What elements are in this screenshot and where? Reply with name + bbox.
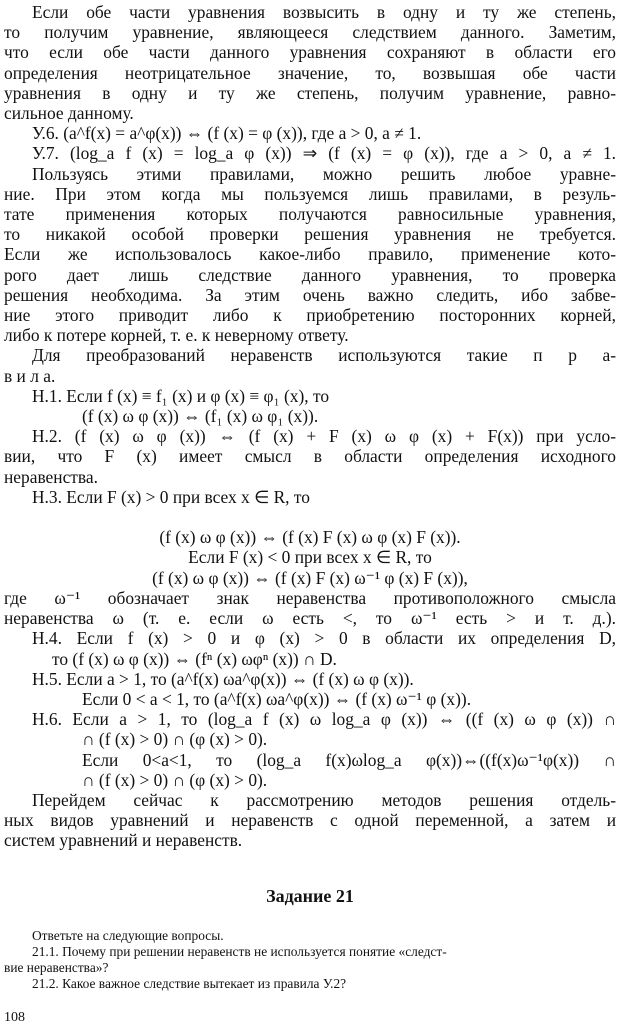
- question-line: вие неравенства»?: [4, 960, 109, 975]
- text-line: где ω⁻¹ обозначает знак неравенства противоположного смысла: [4, 587, 616, 608]
- text-line: сильное данному.: [4, 103, 134, 124]
- text-line: определения неотрицательное значение, то, возвышая обе части: [4, 62, 616, 83]
- page-number: 108: [4, 1010, 25, 1025]
- question-line: 21.1. Почему при решении неравенств не используется понятие «следст-: [32, 944, 447, 959]
- text-line: ∩ (f (x) > 0) ∩ (φ (x) > 0).: [82, 769, 268, 790]
- text-line: У.7. (log_a f (x) = log_a φ (x)) ⇒ (f (x) = φ (x)), где a > 0, a ≠ 1.: [32, 143, 616, 164]
- text-line: Если F (x) < 0 при всех x ∈ R, то: [188, 547, 432, 568]
- text-line: то (f (x) ω φ (x)) ⇔ (fⁿ (x) ωφⁿ (x)) ∩ D.: [52, 648, 337, 669]
- text-line: тате применения которых получаются равносильные уравнения,: [4, 204, 616, 225]
- text-line: то получим уравнение, являющееся следствием данного. Заметим,: [4, 22, 616, 43]
- text-line: Н.2. (f (x) ω φ (x)) ⇔ (f (x) + F (x) ω φ (x) + F(x)) при усло-: [32, 426, 616, 447]
- text-line: Если обе части уравнения возвысить в одну и ту же степень,: [32, 2, 616, 22]
- text-line: систем уравнений и неравенств.: [4, 830, 243, 851]
- text-line: (f (x) ω φ (x)) ⇔ (f (x) F (x) ω φ (x) F (x)).: [159, 527, 461, 548]
- text-line: Н.5. Если a > 1, то (a^f(x) ωa^φ(x)) ⇔ (f (x) ω φ (x)).: [32, 668, 414, 689]
- text-line: (f (x) ω φ (x)) ⇔ (f₁ (x) ω φ₁ (x)).: [82, 406, 319, 427]
- text-line: Пользуясь этими правилами, можно решить любое уравне-: [32, 163, 616, 184]
- text-line: Н.4. Если f (x) > 0 и φ (x) > 0 в области их определения D,: [32, 628, 616, 649]
- text-line: то никакой особой проверки решения уравнения не требуется.: [4, 224, 616, 245]
- questions-block: [4, 928, 616, 992]
- text-line: Если 0 < a < 1, то (a^f(x) ωa^φ(x)) ⇔ (f (x) ω⁻¹ φ (x)).: [82, 688, 472, 709]
- text-line: ных видов уравнений и неравенств с одной переменной, а затем и: [4, 810, 616, 831]
- text-line: уравнения в одну и ту же степень, получим уравнение, равно-: [4, 82, 616, 103]
- text-line: решения необходима. За этим очень важно следить, ибо забве-: [4, 284, 616, 305]
- text-line: рого дает лишь следствие данного уравнения, то проверка: [4, 264, 616, 285]
- text-line: У.6. (a^f(x) = a^φ(x)) ⇔ (f (x) = φ (x)), где a > 0, a ≠ 1.: [32, 123, 422, 144]
- text-line: Н.1. Если f (x) ≡ f₁ (x) и φ (x) ≡ φ₁ (x), то: [32, 385, 330, 406]
- text-line: ∩ (f (x) > 0) ∩ (φ (x) > 0).: [82, 729, 268, 750]
- text-line: что если обе части данного уравнения сохраняют в области его: [4, 42, 616, 63]
- text-line: в и л а.: [4, 365, 56, 386]
- section-heading: Задание 21: [266, 886, 354, 906]
- text-line: [4, 507, 616, 527]
- text-line: либо к потере корней, т. е. к неверному ответу.: [4, 325, 349, 346]
- text-line: Если же использовалось какое-либо правило, применение кото-: [4, 244, 616, 265]
- text-line: ние этого приводит либо к приобретению посторонних корней,: [4, 305, 616, 326]
- text-line: Если 0<a<1, то (log_a f(x)ωlog_a φ(x))⇔((f(x)ω⁻¹φ(x)) ∩: [82, 749, 616, 770]
- text-line: Н.3. Если F (x) > 0 при всех x ∈ R, то: [32, 486, 310, 507]
- text-line: вии, что F (x) имеет смысл в области определения исходного: [4, 446, 616, 467]
- text-line: Для преобразований неравенств используются такие п р а-: [32, 345, 616, 366]
- text-line: неравенства ω (т. е. если ω есть <, то ω⁻¹ есть > и т. д.).: [4, 608, 616, 629]
- question-line: Ответьте на следующие вопросы.: [32, 928, 224, 943]
- text-line: Перейдем сейчас к рассмотрению методов решения отдель-: [32, 789, 616, 810]
- question-line: 21.2. Какое важное следствие вытекает из правила У.2?: [32, 976, 347, 991]
- text-line: Н.6. Если a > 1, то (log_a f (x) ω log_a φ (x)) ⇔ ((f (x) ω φ (x)) ∩: [32, 709, 616, 730]
- text-line: (f (x) ω φ (x)) ⇔ (f (x) F (x) ω⁻¹ φ (x) F (x)),: [152, 567, 468, 588]
- text-line: ние. При этом когда мы пользуемся лишь правилами, в резуль-: [4, 183, 616, 204]
- text-line: неравенства.: [4, 466, 98, 487]
- main-text: [4, 2, 616, 851]
